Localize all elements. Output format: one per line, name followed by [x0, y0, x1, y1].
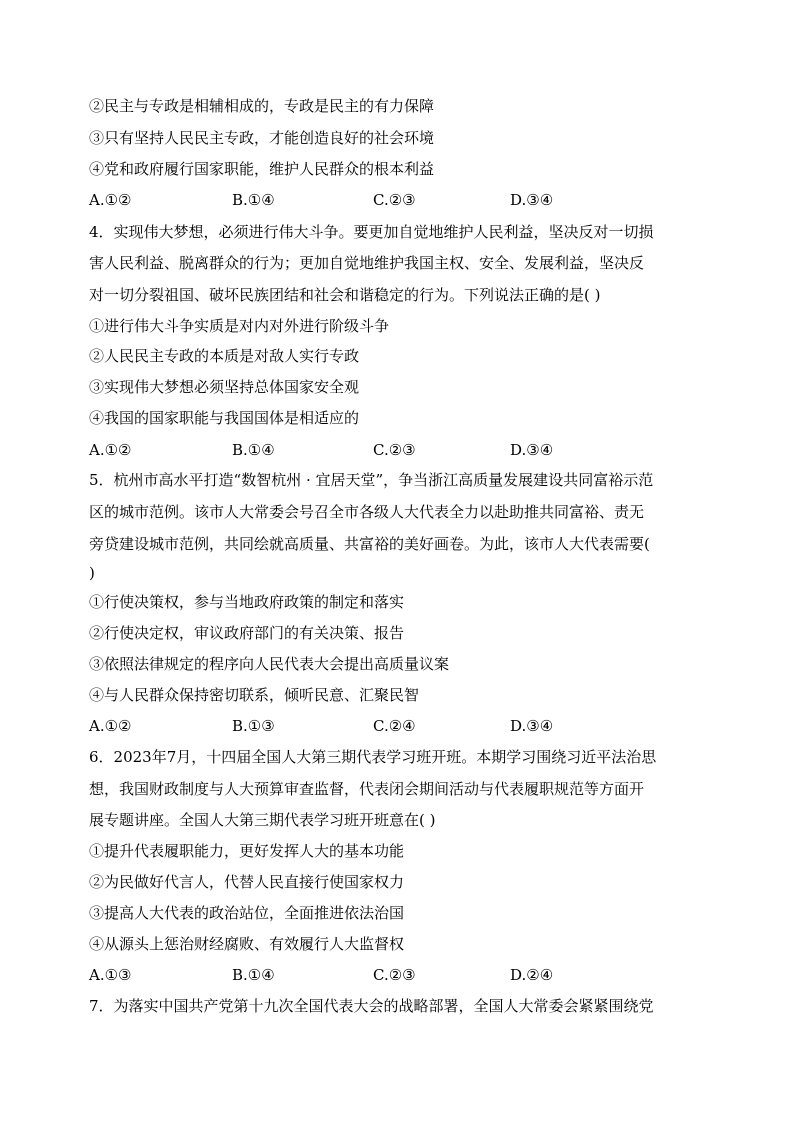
q5-statement-4: ④与人民群众保持密切联系，倾听民意、汇聚民智	[89, 686, 420, 704]
q6-stem-line-3: 展专题讲座。全国人大第三期代表学习班开班意在( )	[89, 811, 436, 829]
q6-statement-2: ②为民做好代言人，代替人民直接行使国家权力	[89, 873, 405, 891]
q5-option-c[interactable]: C.②④	[373, 717, 416, 735]
q3-option-d[interactable]: D.③④	[510, 191, 554, 209]
q4-option-b[interactable]: B.①④	[232, 441, 275, 459]
q4-option-a[interactable]: A.①②	[89, 441, 132, 459]
q6-statement-4: ④从源头上惩治财经腐败、有效履行人大监督权	[89, 935, 405, 953]
q4-statement-1: ①进行伟大斗争实质是对内对外进行阶级斗争	[89, 317, 390, 335]
q6-option-b[interactable]: B.①④	[232, 966, 275, 984]
q3-option-c[interactable]: C.②③	[373, 191, 416, 209]
q6-option-d[interactable]: D.②④	[510, 966, 554, 984]
q6-statement-1: ①提升代表履职能力，更好发挥人大的基本功能	[89, 842, 405, 860]
q4-option-d[interactable]: D.③④	[510, 441, 554, 459]
q6-statement-3: ③提高人大代表的政治站位，全面推进依法治国	[89, 904, 405, 922]
q5-stem-line-3: 旁贷建设城市范例，共同绘就高质量、共富裕的美好画卷。为此，该市人大代表需要(	[89, 535, 650, 553]
q5-stem-line-1: 5．杭州市高水平打造“数智杭州 · 宜居天堂”，争当浙江高质量发展建设共同富裕示范	[89, 471, 654, 489]
q6-option-c[interactable]: C.②③	[373, 966, 416, 984]
q6-options	[89, 965, 709, 987]
q5-option-d[interactable]: D.③④	[510, 717, 554, 735]
q5-statement-2: ②行使决定权，审议政府部门的有关决策、报告	[89, 624, 405, 642]
q5-stem-line-4: )	[89, 564, 95, 582]
q3-statement-3: ③只有坚持人民民主专政，才能创造良好的社会环境	[89, 129, 435, 147]
q5-statement-3: ③依照法律规定的程序向人民代表大会提出高质量议案	[89, 655, 450, 673]
q5-stem-line-2: 区的城市范例。该市人大常委会号召全市各级人大代表全力以赴助推共同富裕、责无	[89, 503, 645, 521]
q3-statement-2: ②民主与专政是相辅相成的，专政是民主的有力保障	[89, 97, 435, 115]
q5-option-a[interactable]: A.①②	[89, 717, 132, 735]
q4-stem-line-1: 4．实现伟大梦想，必须进行伟大斗争。要更加自觉地维护人民利益，坚决反对一切损	[89, 223, 654, 241]
q4-stem-line-3: 对一切分裂祖国、破坏民族团结和社会和谐稳定的行为。下列说法正确的是( )	[89, 286, 601, 304]
q3-statement-4: ④党和政府履行国家职能，维护人民群众的根本利益	[89, 160, 435, 178]
q4-statement-4: ④我国的国家职能与我国国体是相适应的	[89, 409, 360, 427]
q4-statement-2: ②人民民主专政的本质是对敌人实行专政	[89, 347, 360, 365]
q5-statement-1: ①行使决策权，参与当地政府政策的制定和落实	[89, 593, 405, 611]
q4-options	[89, 440, 709, 462]
q6-stem-line-1: 6．2023年7月，十四届全国人大第三期代表学习班开班。本期学习围绕习近平法治思	[89, 748, 657, 766]
q5-option-b[interactable]: B.①③	[232, 717, 275, 735]
q4-statement-3: ③实现伟大梦想必须坚持总体国家安全观	[89, 378, 360, 396]
q4-stem-line-2: 害人民利益、脱离群众的行为；更加自觉地维护我国主权、安全、发展利益，坚决反	[89, 254, 645, 272]
q3-option-a[interactable]: A.①②	[89, 191, 132, 209]
q6-stem-line-2: 想，我国财政制度与人大预算审查监督，代表闭会期间活动与代表履职规范等方面开	[89, 780, 645, 798]
q6-option-a[interactable]: A.①③	[89, 966, 132, 984]
q3-option-b[interactable]: B.①④	[232, 191, 275, 209]
q3-options	[89, 190, 709, 212]
q5-options	[89, 716, 709, 738]
q7-stem-line-1: 7．为落实中国共产党第十九次全国代表大会的战略部署，全国人大常委会紧紧围绕党	[89, 997, 654, 1015]
q4-option-c[interactable]: C.②③	[373, 441, 416, 459]
